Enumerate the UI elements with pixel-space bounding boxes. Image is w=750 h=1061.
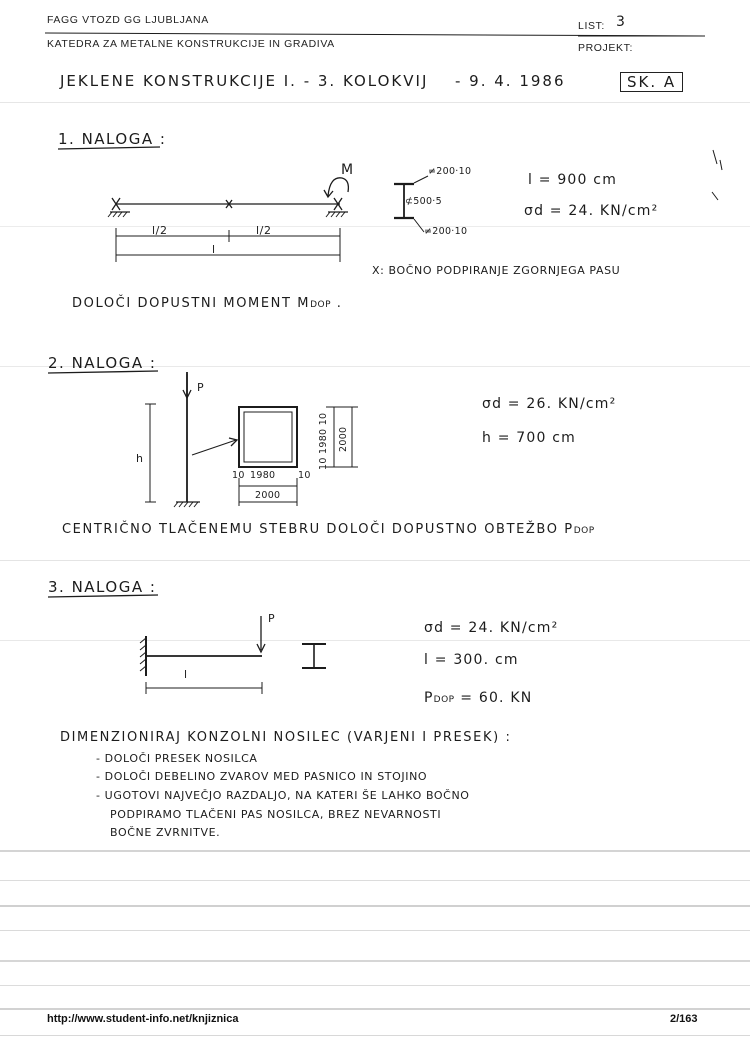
task3-length: l = 300. cm	[424, 652, 519, 668]
task1-note: X: BOČNO PODPIRANJE ZGORNJEGA PASU	[372, 264, 621, 277]
task2-dim-mid: 1980	[250, 470, 276, 481]
task3-bullet-2: - DOLOČI DEBELINO ZVAROV MED PASNICO IN STOJINO	[96, 770, 428, 783]
task2-dim-side-inner: 10 1980 10	[318, 412, 329, 470]
task1-hatch-left	[108, 212, 127, 217]
task3-load: P	[268, 612, 276, 625]
task2-instruction-sub: DOP	[573, 526, 595, 536]
footer-url: http://www.student-info.net/knjiznica	[47, 1013, 239, 1025]
task2-instruction-text: CENTRIČNO TLAČENEMU STEBRU DOLOČI DOPUSTNO OBTEŽBO	[62, 522, 559, 537]
task3-load-value-number: = 60. KN	[460, 690, 533, 706]
group-label: SK. A	[620, 72, 683, 92]
task2-stress: σd = 26. KN/cm²	[482, 396, 617, 412]
task1-half-span-left: l/2	[152, 224, 168, 237]
task2-box-outer	[239, 407, 297, 467]
task2-height-label: h	[136, 452, 144, 465]
task1-leader-bottom	[414, 219, 424, 232]
task2-base-hatch	[174, 502, 198, 507]
task3-bullet-1: - DOLOČI PRESEK NOSILCA	[96, 752, 258, 765]
task1-instruction-text: DOLOČI DOPUSTNI MOMENT	[72, 296, 292, 311]
task1-heading-underline	[58, 147, 160, 149]
task1-span: l	[212, 243, 216, 256]
task1-hatch-right	[326, 212, 345, 217]
task2-instruction-symbol: P	[564, 522, 574, 537]
task1-stress: σd = 24. KN/cm²	[524, 203, 659, 219]
task2-dim-right: 10	[298, 470, 311, 481]
task2-dim-left: 10	[232, 470, 245, 481]
exam-date: - 9. 4. 1986	[455, 72, 566, 90]
task2-height-value: h = 700 cm	[482, 430, 577, 446]
project-label: PROJEKT:	[578, 42, 633, 54]
task1-half-span-right: l/2	[256, 224, 272, 237]
institution-name: FAGG VTOZD GG LJUBLJANA	[47, 14, 209, 26]
task1-instruction-symbol: M	[297, 296, 311, 311]
task3-instruction: DIMENZIONIRAJ KONZOLNI NOSILEC (VARJENI I PRESEK) :	[60, 730, 512, 745]
task1-web: ⊄500·5	[405, 196, 442, 207]
task1-flange-bottom: ≠200·10	[424, 226, 468, 237]
task1-flange-top: ≠200·10	[428, 166, 472, 177]
list-number: 3	[616, 14, 627, 30]
task2-dim-side-total: 2000	[338, 426, 349, 452]
task3-span: l	[184, 668, 188, 681]
department-name: KATEDRA ZA METALNE KONSTRUKCIJE IN GRADIVA	[47, 38, 335, 50]
task1-heading: 1. NALOGA :	[58, 130, 167, 148]
footer-page-number: 2/163	[670, 1013, 698, 1025]
task2-load: P	[197, 381, 205, 394]
task1-instruction-sub: DOP	[310, 300, 332, 310]
task3-load-value-symbol: P	[424, 690, 434, 706]
task1-leader-top	[414, 176, 428, 183]
task1-instruction: DOLOČI DOPUSTNI MOMENT MDOP .	[72, 296, 343, 311]
task3-bullet-4: PODPIRAMO TLAČENI PAS NOSILCA, BREZ NEVARNOSTI	[110, 808, 442, 821]
task3-bullet-5: BOČNE ZVRNITVE.	[110, 826, 221, 839]
task1-i-section	[394, 176, 428, 232]
margin-marks	[712, 150, 722, 200]
task1-moment-label: M	[341, 162, 355, 178]
task2-box-inner	[244, 412, 292, 462]
task2-heading: 2. NALOGA :	[48, 354, 157, 372]
list-label: LIST:	[578, 20, 605, 32]
task3-heading: 3. NALOGA :	[48, 578, 157, 596]
task3-load-value-sub: DOP	[433, 695, 455, 705]
task3-stress: σd = 24. KN/cm²	[424, 620, 559, 636]
task1-length: l = 900 cm	[528, 172, 618, 188]
task2-section-pointer	[192, 440, 236, 455]
task3-cantilever-diagram	[140, 616, 326, 694]
task3-heading-underline	[48, 595, 158, 597]
task2-heading-underline	[48, 371, 158, 373]
task2-column-diagram	[145, 372, 358, 507]
task1-beam-diagram	[108, 178, 348, 262]
task3-bullet-3: - UGOTOVI NAJVEČJO RAZDALJO, NA KATERI ŠE LAHKO BOČNO	[96, 789, 470, 802]
task2-dim-total: 2000	[255, 490, 281, 501]
exam-title: JEKLENE KONSTRUKCIJE I. - 3. KOLOKVIJ	[60, 72, 429, 90]
